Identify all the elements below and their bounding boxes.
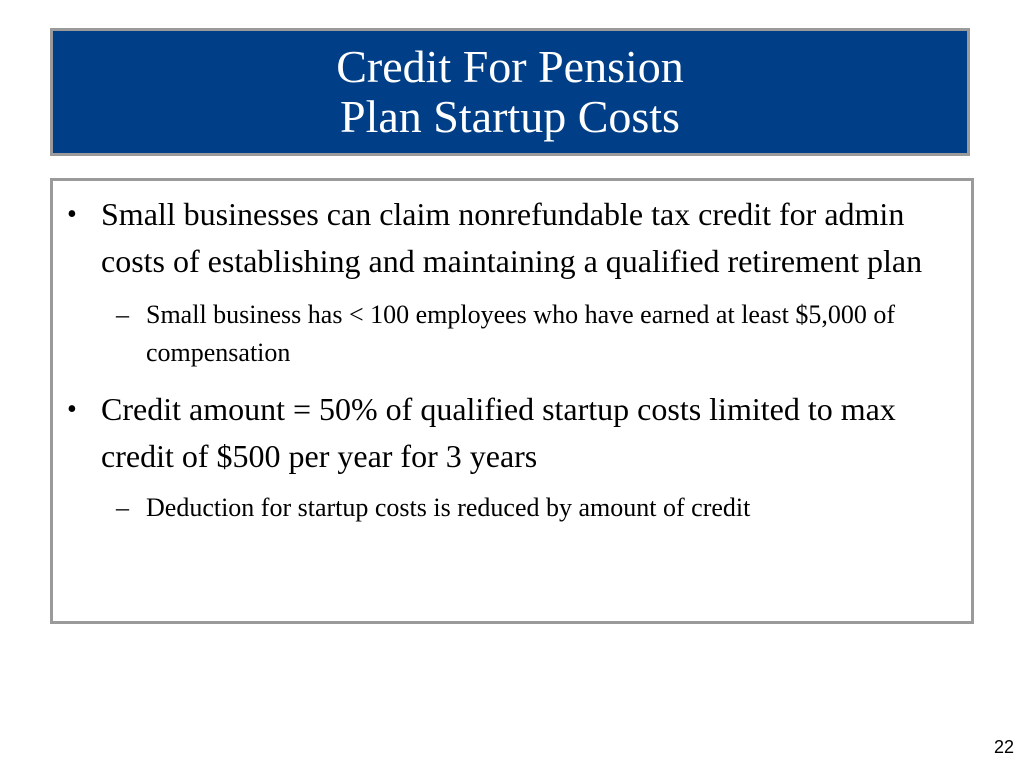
bullet-item [53, 386, 971, 480]
slide-title-line-1: Credit For Pension [336, 41, 684, 92]
bullet-text: Small businesses can claim nonrefundable tax credit for admin costs of establishing and maintaining a qualified retirement plan [101, 196, 923, 279]
dash-marker-icon: – [116, 493, 129, 522]
bullet-marker-icon: • [67, 394, 77, 425]
bullet-text: Credit amount = 50% of qualified startup costs limited to max credit of $500 per year for 3 years [101, 391, 896, 474]
sub-bullet-item [53, 296, 971, 372]
sub-bullet-item [53, 489, 971, 527]
slide-content-box [50, 178, 974, 624]
bullet-marker-icon: • [67, 199, 77, 230]
page-number: 22 [993, 737, 1014, 757]
dash-marker-icon: – [116, 300, 129, 329]
slide-title-box [50, 28, 970, 156]
bullet-item [53, 191, 971, 285]
sub-bullet-text: Deduction for startup costs is reduced by amount of credit [146, 493, 751, 522]
sub-bullet-text: Small business has < 100 employees who have earned at least $5,000 of compensation [146, 300, 895, 367]
slide-title-line-2: Plan Startup Costs [340, 91, 680, 142]
